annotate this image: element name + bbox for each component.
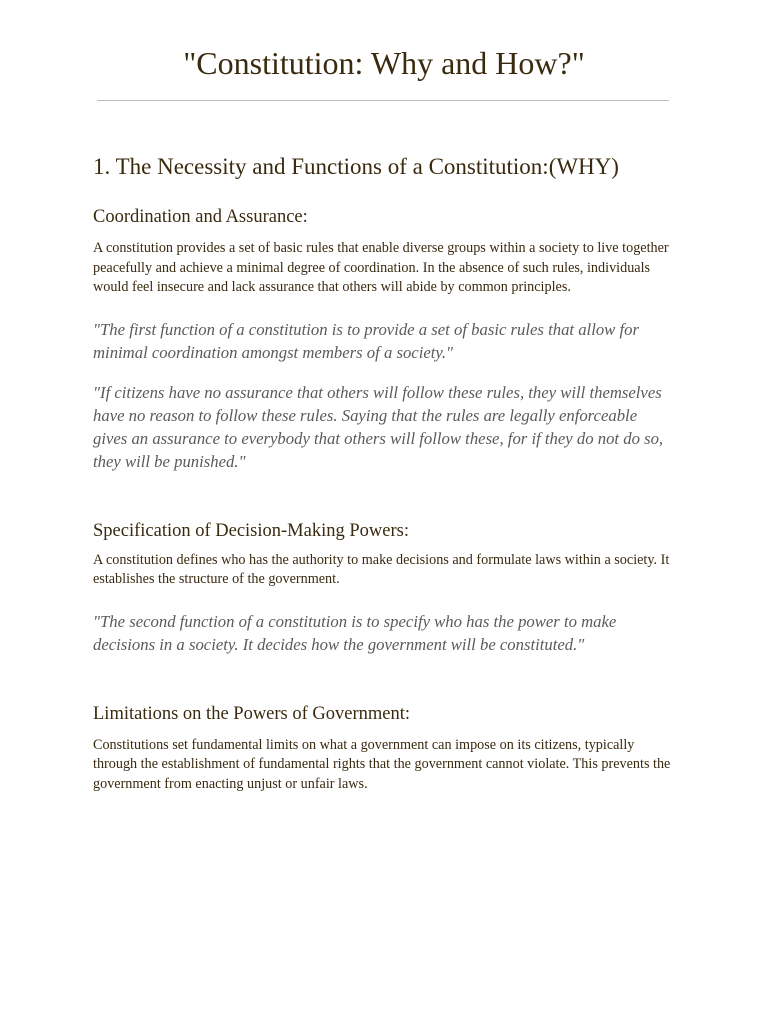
title-divider bbox=[97, 100, 669, 101]
quote-assurance: "If citizens have no assurance that others will follow these rules, they will themselves have no reason to follow these rules. Saying that the rules are legally enforceable gives an assurance to everybody that others will follow these, for if they do not do so, they will be punished." bbox=[93, 382, 664, 471]
document-body bbox=[93, 150, 673, 794]
paragraph-coordination: A constitution provides a set of basic rules that enable diverse groups within a society to live together peacefully and achieve a minimal degree of coordination. In the absence of such rules, individuals would feel insecure and lack assurance that others will abide by common principles. bbox=[93, 240, 669, 295]
subsection-heading-decision-making: Specification of Decision-Making Powers: bbox=[93, 520, 409, 541]
section-heading: 1. The Necessity and Functions of a Constitution:(WHY) bbox=[93, 154, 619, 179]
subsection-heading-coordination: Coordination and Assurance: bbox=[93, 207, 308, 227]
paragraph-limitations: Constitutions set fundamental limits on what a government can impose on its citizens, typically through the establishment of fundamental rights that the government cannot violate. This prevents the government from enacting unjust or unfair laws. bbox=[93, 736, 671, 792]
quote-second-function: "The second function of a constitution is to specify who has the power to make decisions in a society. It decides how the government will be constituted." bbox=[93, 611, 617, 654]
quote-first-function: "The first function of a constitution is to provide a set of basic rules that allow for minimal coordination amongst members of a society." bbox=[93, 319, 639, 362]
document-title: "Constitution: Why and How?" bbox=[183, 45, 585, 81]
paragraph-decision-making: A constitution defines who has the authority to make decisions and formulate laws within a society. It establishes the structure of the government. bbox=[93, 551, 670, 587]
subsection-heading-limitations: Limitations on the Powers of Government: bbox=[93, 703, 411, 724]
